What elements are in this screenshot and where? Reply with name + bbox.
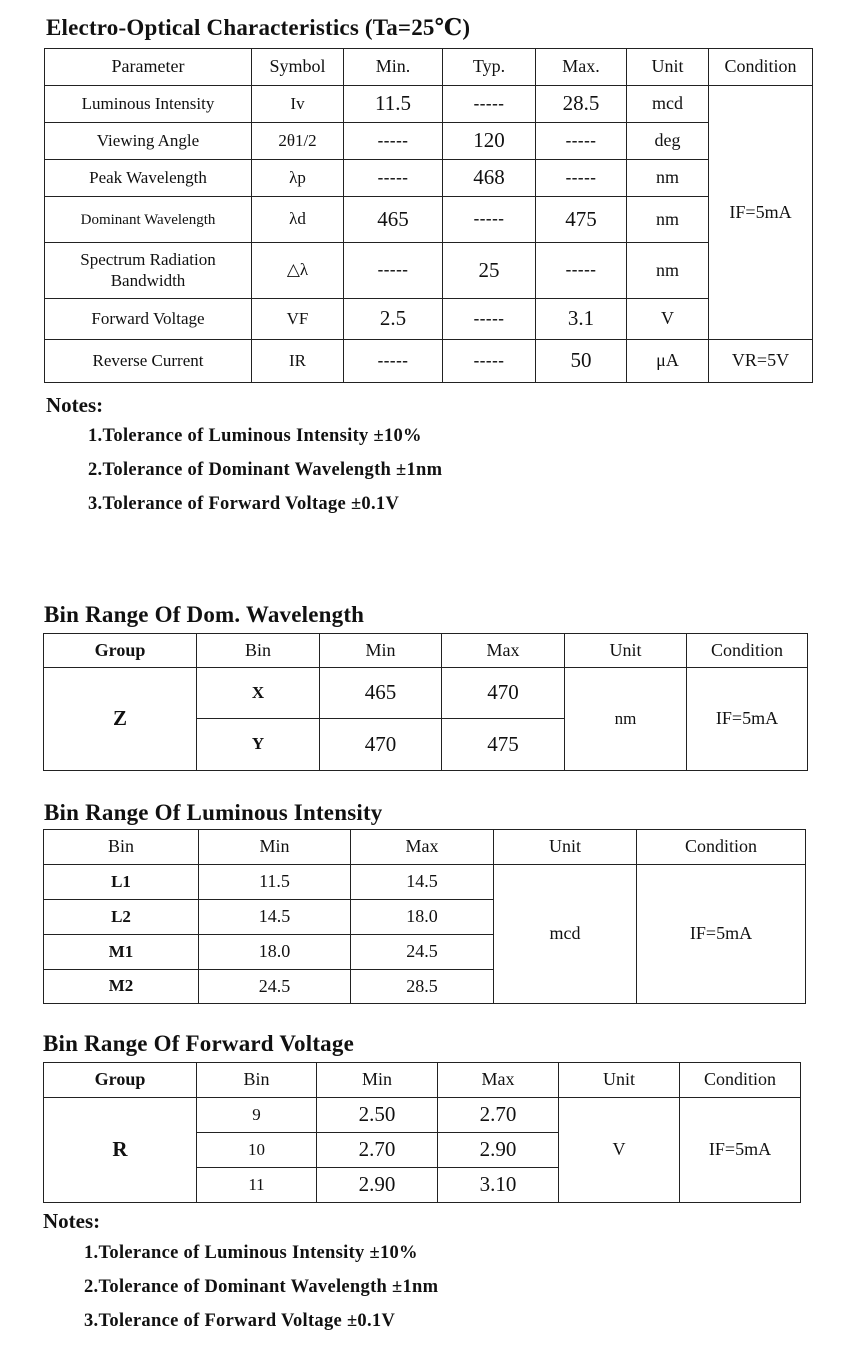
lum-bin: M2	[44, 970, 199, 1004]
table-row	[45, 86, 813, 123]
dom-header: Max	[442, 634, 565, 668]
lum-max: 24.5	[351, 935, 494, 970]
lum-header-row	[44, 830, 806, 865]
lum-header: Condition	[637, 830, 806, 865]
fv-unit: V	[559, 1098, 680, 1203]
table-row	[44, 668, 808, 719]
table-row	[45, 299, 813, 340]
fv-title: Bin Range Of Forward Voltage	[43, 1031, 354, 1056]
table-row	[45, 340, 813, 383]
eo-min: 465	[344, 197, 443, 243]
fv-header: Min	[317, 1063, 438, 1098]
eo-symbol: Iv	[252, 86, 344, 123]
dom-max: 475	[442, 719, 565, 771]
lum-title: Bin Range Of Luminous Intensity	[44, 800, 383, 825]
fv-table	[43, 1062, 801, 1203]
fv-header-row	[44, 1063, 801, 1098]
eo-param: Peak Wavelength	[45, 160, 252, 197]
dom-table	[43, 633, 808, 771]
dom-bin: Y	[197, 719, 320, 771]
eo-min: -----	[344, 243, 443, 299]
eo-min: -----	[344, 160, 443, 197]
eo-max: 3.1	[536, 299, 627, 340]
eo-param: Reverse Current	[45, 340, 252, 383]
lum-max: 28.5	[351, 970, 494, 1004]
fv-header: Group	[44, 1063, 197, 1098]
eo-max: -----	[536, 123, 627, 160]
lum-header: Min	[199, 830, 351, 865]
eo-param: Forward Voltage	[45, 299, 252, 340]
lum-min: 11.5	[199, 865, 351, 900]
dom-unit: nm	[565, 668, 687, 771]
eo-typ: -----	[443, 86, 536, 123]
table-row	[45, 123, 813, 160]
eo-symbol: IR	[252, 340, 344, 383]
notes-title: Notes:	[46, 393, 104, 417]
fv-group: R	[44, 1098, 197, 1203]
eo-param: Luminous Intensity	[45, 86, 252, 123]
eo-unit: mcd	[627, 86, 709, 123]
fv-min: 2.90	[317, 1168, 438, 1203]
eo-unit: μA	[627, 340, 709, 383]
eo-header: Condition	[709, 49, 813, 86]
fv-bin: 9	[197, 1098, 317, 1133]
lum-table	[43, 829, 806, 1004]
eo-symbol: 2θ1/2	[252, 123, 344, 160]
eo-unit: nm	[627, 197, 709, 243]
eo-symbol: △λ	[252, 243, 344, 299]
dom-title: Bin Range Of Dom. Wavelength	[44, 602, 365, 627]
fv-header: Max	[438, 1063, 559, 1098]
eo-typ: -----	[443, 299, 536, 340]
eo-typ: 120	[443, 123, 536, 160]
lum-header: Unit	[494, 830, 637, 865]
eo-min: -----	[344, 340, 443, 383]
note-item: 3.Tolerance of Forward Voltage ±0.1V	[84, 1311, 396, 1331]
eo-min: 11.5	[344, 86, 443, 123]
dom-header: Unit	[565, 634, 687, 668]
lum-bin: M1	[44, 935, 199, 970]
eo-typ: 468	[443, 160, 536, 197]
eo-title: Electro-Optical Characteristics (Ta=25℃)	[46, 15, 471, 40]
dom-group: Z	[44, 668, 197, 771]
eo-symbol: VF	[252, 299, 344, 340]
fv-max: 2.70	[438, 1098, 559, 1133]
note-item: 2.Tolerance of Dominant Wavelength ±1nm	[84, 1277, 439, 1297]
eo-header: Min.	[344, 49, 443, 86]
table-row	[45, 197, 813, 243]
dom-header: Condition	[687, 634, 808, 668]
notes-title: Notes:	[43, 1209, 101, 1233]
fv-max: 3.10	[438, 1168, 559, 1203]
eo-unit: nm	[627, 160, 709, 197]
dom-max: 470	[442, 668, 565, 719]
fv-max: 2.90	[438, 1133, 559, 1168]
lum-bin: L1	[44, 865, 199, 900]
lum-bin: L2	[44, 900, 199, 935]
eo-typ: -----	[443, 197, 536, 243]
note-item: 2.Tolerance of Dominant Wavelength ±1nm	[88, 460, 443, 480]
lum-max: 18.0	[351, 900, 494, 935]
dom-condition: IF=5mA	[687, 668, 808, 771]
eo-param	[45, 243, 252, 299]
eo-min: 2.5	[344, 299, 443, 340]
table-row	[44, 865, 806, 900]
fv-header: Unit	[559, 1063, 680, 1098]
eo-param: Viewing Angle	[45, 123, 252, 160]
note-item: 3.Tolerance of Forward Voltage ±0.1V	[88, 494, 400, 514]
eo-symbol: λd	[252, 197, 344, 243]
eo-typ: -----	[443, 340, 536, 383]
table-row	[45, 160, 813, 197]
eo-max: 475	[536, 197, 627, 243]
table-row	[44, 1098, 801, 1133]
table-row	[45, 243, 813, 299]
dom-header: Bin	[197, 634, 320, 668]
dom-min: 465	[320, 668, 442, 719]
eo-table	[44, 48, 813, 383]
eo-max: 50	[536, 340, 627, 383]
eo-symbol: λp	[252, 160, 344, 197]
eo-header: Typ.	[443, 49, 536, 86]
lum-unit: mcd	[494, 865, 637, 1004]
eo-unit: nm	[627, 243, 709, 299]
lum-min: 14.5	[199, 900, 351, 935]
lum-condition: IF=5mA	[637, 865, 806, 1004]
eo-max: -----	[536, 160, 627, 197]
lum-header: Bin	[44, 830, 199, 865]
fv-bin: 10	[197, 1133, 317, 1168]
eo-unit: deg	[627, 123, 709, 160]
fv-condition: IF=5mA	[680, 1098, 801, 1203]
dom-header: Group	[44, 634, 197, 668]
note-item: 1.Tolerance of Luminous Intensity ±10%	[88, 426, 422, 446]
eo-header: Unit	[627, 49, 709, 86]
eo-shared-condition: IF=5mA	[709, 86, 813, 340]
eo-header: Parameter	[45, 49, 252, 86]
dom-min: 470	[320, 719, 442, 771]
eo-header: Symbol	[252, 49, 344, 86]
fv-header: Bin	[197, 1063, 317, 1098]
eo-param-line: Bandwidth	[110, 270, 186, 290]
lum-header: Max	[351, 830, 494, 865]
dom-header: Min	[320, 634, 442, 668]
dom-bin: X	[197, 668, 320, 719]
eo-header-row	[45, 49, 813, 86]
lum-min: 18.0	[199, 935, 351, 970]
eo-typ: 25	[443, 243, 536, 299]
eo-unit: V	[627, 299, 709, 340]
eo-condition: VR=5V	[709, 340, 813, 383]
lum-max: 14.5	[351, 865, 494, 900]
fv-min: 2.70	[317, 1133, 438, 1168]
eo-header: Max.	[536, 49, 627, 86]
eo-max: 28.5	[536, 86, 627, 123]
dom-header-row	[44, 634, 808, 668]
fv-bin: 11	[197, 1168, 317, 1203]
fv-min: 2.50	[317, 1098, 438, 1133]
eo-param-line: Spectrum Radiation	[80, 250, 216, 270]
note-item: 1.Tolerance of Luminous Intensity ±10%	[84, 1243, 418, 1263]
eo-param: Dominant Wavelength	[45, 197, 252, 243]
eo-min: -----	[344, 123, 443, 160]
fv-header: Condition	[680, 1063, 801, 1098]
lum-min: 24.5	[199, 970, 351, 1004]
eo-max: -----	[536, 243, 627, 299]
